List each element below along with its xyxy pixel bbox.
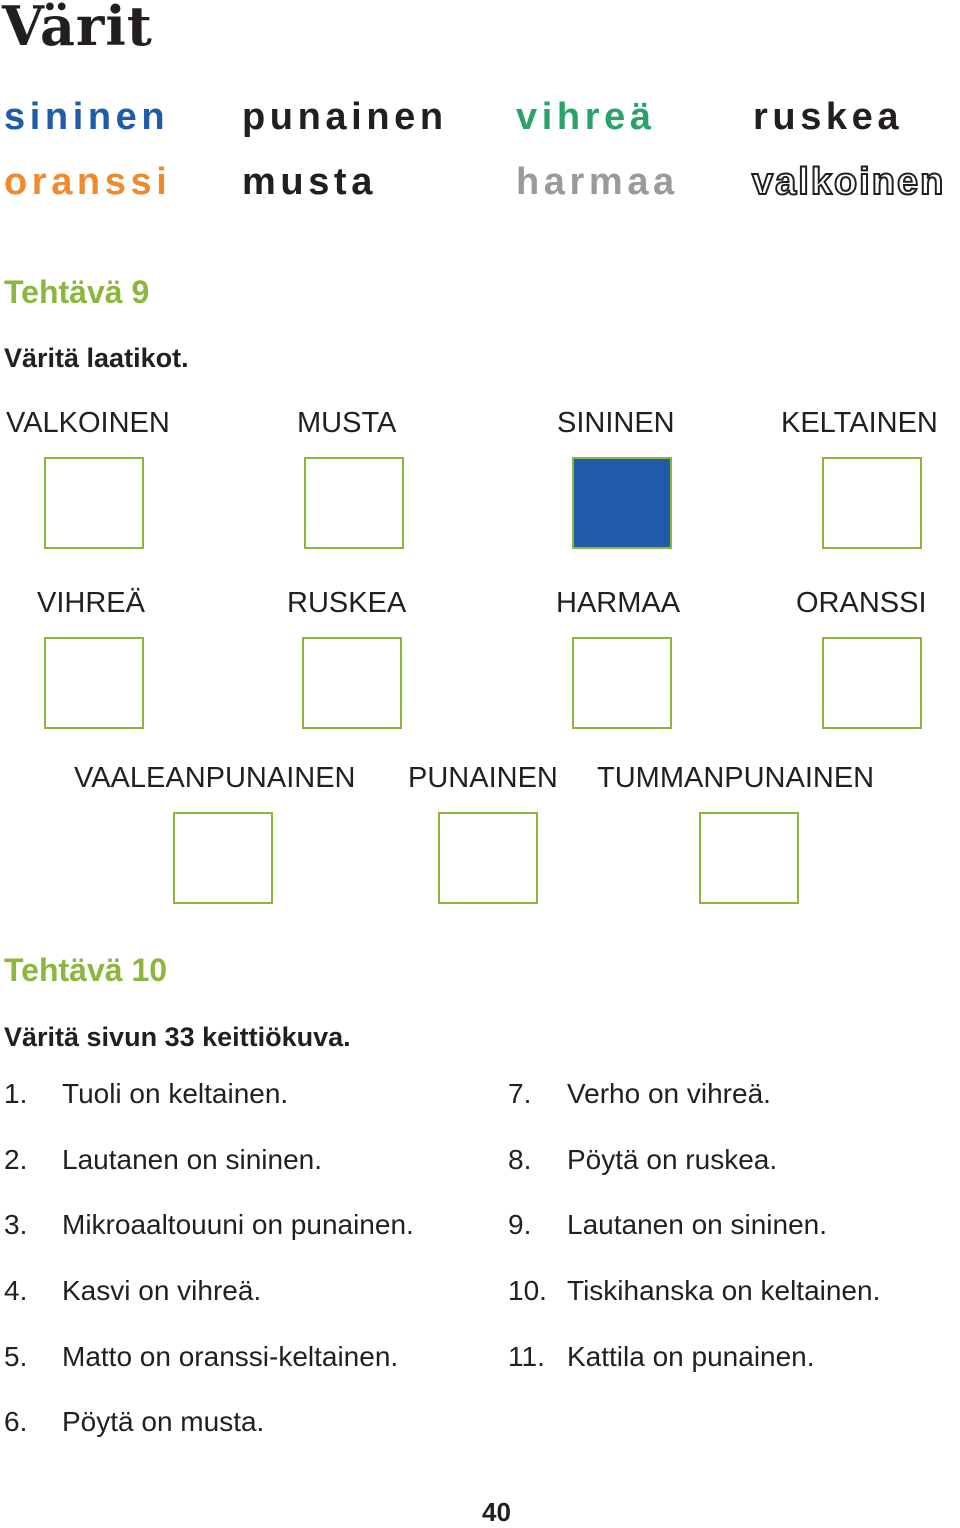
list-item-text: Verho on vihreä. bbox=[567, 1078, 771, 1109]
color-box-valkoinen[interactable] bbox=[44, 457, 144, 549]
list-item-number: 9. bbox=[508, 1209, 532, 1240]
task9-instruction: Väritä laatikot. bbox=[4, 343, 189, 373]
list-item-text: Tiskihanska on keltainen. bbox=[567, 1275, 881, 1306]
color-word-punainen: punainen bbox=[242, 96, 448, 138]
color-box-sininen[interactable] bbox=[572, 457, 672, 549]
box-label-musta: MUSTA bbox=[297, 407, 397, 439]
list-item-number: 2. bbox=[4, 1144, 28, 1175]
list-item-text: Matto on oranssi-keltainen. bbox=[62, 1341, 399, 1372]
list-item-text: Tuoli on keltainen. bbox=[62, 1078, 289, 1109]
color-word-oranssi: oranssi bbox=[4, 161, 172, 203]
list-item-number: 3. bbox=[4, 1209, 28, 1240]
color-box-harmaa[interactable] bbox=[572, 637, 672, 729]
task9-heading: Tehtävä 9 bbox=[4, 274, 150, 310]
color-word-valkoinen: valkoinen bbox=[752, 161, 946, 203]
page-number: 40 bbox=[482, 1497, 511, 1527]
page-title: Värit bbox=[2, 0, 153, 58]
list-item-number: 4. bbox=[4, 1275, 28, 1306]
list-item-number: 8. bbox=[508, 1144, 532, 1175]
list-item-text: Lautanen on sininen. bbox=[567, 1209, 827, 1240]
list-item-text: Lautanen on sininen. bbox=[62, 1144, 322, 1175]
list-item-text: Mikroaaltouuni on punainen. bbox=[62, 1209, 414, 1240]
list-item-text: Kasvi on vihreä. bbox=[62, 1275, 262, 1306]
color-box-vaaleanpunainen[interactable] bbox=[173, 812, 273, 904]
list-item-number: 5. bbox=[4, 1341, 28, 1372]
list-item-text: Pöytä on musta. bbox=[62, 1406, 265, 1437]
list-item-number: 11. bbox=[508, 1341, 545, 1372]
color-word-vihrea: vihreä bbox=[516, 96, 656, 138]
list-item-number: 1. bbox=[4, 1078, 28, 1109]
box-label-vihrea: VIHREÄ bbox=[37, 587, 145, 619]
box-label-punainen: PUNAINEN bbox=[408, 762, 558, 794]
list-item-text: Pöytä on ruskea. bbox=[567, 1144, 778, 1175]
list-item-text: Kattila on punainen. bbox=[567, 1341, 815, 1372]
list-item-number: 10. bbox=[508, 1275, 547, 1306]
box-label-valkoinen: VALKOINEN bbox=[6, 407, 170, 439]
task10-instruction: Väritä sivun 33 keittiökuva. bbox=[4, 1022, 351, 1052]
color-box-punainen[interactable] bbox=[438, 812, 538, 904]
color-box-keltainen[interactable] bbox=[822, 457, 922, 549]
color-box-vihrea[interactable] bbox=[44, 637, 144, 729]
box-label-harmaa: HARMAA bbox=[556, 587, 681, 619]
task10-heading: Tehtävä 10 bbox=[4, 952, 168, 988]
color-word-musta: musta bbox=[242, 161, 377, 203]
box-label-vaaleanpunainen: VAALEANPUNAINEN bbox=[74, 762, 356, 794]
list-item-number: 6. bbox=[4, 1406, 28, 1437]
box-label-keltainen: KELTAINEN bbox=[781, 407, 938, 439]
color-word-sininen: sininen bbox=[4, 96, 170, 138]
color-word-harmaa: harmaa bbox=[516, 161, 679, 203]
color-box-tummanpunainen[interactable] bbox=[699, 812, 799, 904]
box-label-tummanpunainen: TUMMANPUNAINEN bbox=[597, 762, 875, 794]
color-word-ruskea: ruskea bbox=[753, 96, 904, 138]
color-box-oranssi[interactable] bbox=[822, 637, 922, 729]
color-box-ruskea[interactable] bbox=[302, 637, 402, 729]
box-label-sininen: SININEN bbox=[557, 407, 675, 439]
color-box-musta[interactable] bbox=[304, 457, 404, 549]
list-item-number: 7. bbox=[508, 1078, 532, 1109]
box-label-ruskea: RUSKEA bbox=[287, 587, 407, 619]
box-label-oranssi: ORANSSI bbox=[796, 587, 927, 619]
